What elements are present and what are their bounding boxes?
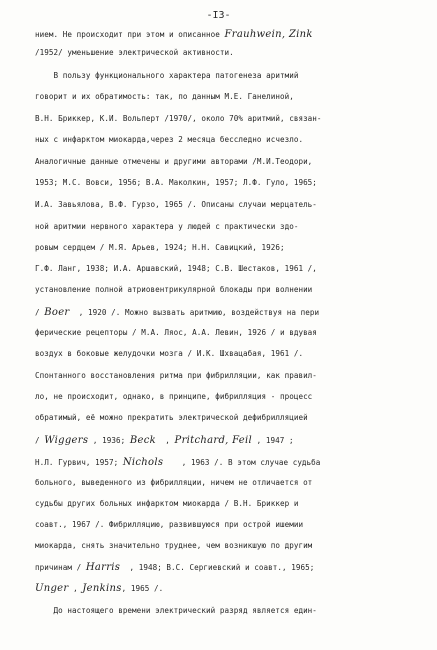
typed-text: обратимый, её можно прекратить электрической дефибрилляцией xyxy=(35,413,308,422)
handwritten-name: Harris xyxy=(85,562,121,573)
typed-text: Спонтанного восстановления ритма при фибрилляции, как правил- xyxy=(35,371,317,380)
typed-text: , 1920 /. Можно вызвать аритмию, воздействуя на пери xyxy=(69,308,320,317)
text-line xyxy=(35,413,308,422)
typed-text: ферические рецепторы / М.А. Ляос, А.А. Левин, 1926 / и вдувая xyxy=(35,328,317,337)
typed-text: Г.Ф. Ланг, 1938; И.А. Аршавский, 1948; С.В. Шестаков, 1961 /, xyxy=(35,264,317,273)
text-line xyxy=(35,264,317,273)
text-line xyxy=(35,520,303,529)
text-line xyxy=(35,92,294,101)
text-line xyxy=(35,435,294,446)
text-line xyxy=(35,135,303,144)
handwritten-name: Frauhwein, Zink xyxy=(224,29,313,40)
typed-text: До настоящего времени электрический разряд является един- xyxy=(35,606,317,615)
page-number: -I3- xyxy=(206,10,231,21)
typed-text: больного, выведенного из фибрилляции, ничем не отличается от xyxy=(35,478,313,487)
handwritten-name: Nichols xyxy=(122,457,164,468)
text-line xyxy=(35,285,312,294)
text-line xyxy=(35,222,298,231)
typed-text: В.Н. Бриккер, К.И. Вольперт /1970/, около 70% аритмий, связан- xyxy=(35,114,322,123)
text-line xyxy=(35,606,317,615)
typed-text: установление полной атриовентрикулярной блокады при волнении xyxy=(35,285,313,294)
typed-text: миокарда, снять значительно труднее, чем возникшую по другим xyxy=(35,541,313,550)
text-line xyxy=(35,328,317,337)
text-line xyxy=(35,178,317,187)
handwritten-name: Beck xyxy=(129,435,157,446)
handwritten-name: Jenkins xyxy=(82,583,122,594)
text-line xyxy=(35,499,298,508)
text-line xyxy=(35,200,317,209)
typed-text: Аналогичные данные отмечены и другими авторами /М.И.Теодори, xyxy=(35,157,313,166)
typed-text: /1952/ уменьшение электрической активности. xyxy=(35,48,234,57)
typed-text: , 1936; xyxy=(88,436,130,445)
handwritten-name: Wiggers xyxy=(44,435,89,446)
typed-text: , 1947 ; xyxy=(252,436,294,445)
typed-text: ных с инфарктом миокарда,через 2 месяца бесследно исчезло. xyxy=(35,135,304,144)
typed-text: / xyxy=(35,436,45,445)
text-line xyxy=(35,29,313,40)
text-line xyxy=(35,349,303,358)
handwritten-name: Boer xyxy=(44,307,70,318)
typed-text: , 1965 /. xyxy=(121,584,164,593)
typed-text: Н.Л. Гурвич, 1957; xyxy=(35,458,123,467)
text-line xyxy=(35,457,320,468)
typed-text: ной аритмии нервного характера у людей с практически здо- xyxy=(35,222,299,231)
text-line xyxy=(35,392,312,401)
text-line xyxy=(35,583,163,594)
text-line xyxy=(35,243,285,252)
typed-text: , xyxy=(68,584,83,593)
typed-text: соавт., 1967 /. Фибрилляцию, развившуюся при острой ишемии xyxy=(35,520,304,529)
typed-text: , 1948; В.С. Сергиевский и соавт., 1965; xyxy=(120,563,315,572)
typed-text: В пользу функционального характера патогенеза аритмий xyxy=(35,71,299,80)
typed-text: причинам / xyxy=(35,563,86,572)
typed-text: , xyxy=(156,436,175,445)
handwritten-name: Pritchard, Feil xyxy=(174,435,253,446)
typed-text: / xyxy=(35,308,45,317)
text-line xyxy=(35,307,319,318)
typed-text: говорит и их обратимость: так, по данным М.Е. Ганелиной, xyxy=(35,92,294,101)
text-line xyxy=(35,157,312,166)
text-line xyxy=(35,48,234,57)
typed-text: ло, не происходит, однако, в принципе, фибрилляция - процесс xyxy=(35,392,313,401)
text-line xyxy=(35,114,322,123)
text-line xyxy=(35,371,317,380)
text-line xyxy=(35,71,298,80)
text-line xyxy=(35,541,312,550)
handwritten-name: Unger xyxy=(35,583,69,594)
typed-text: судьбы других больных инфарктом миокарда / В.Н. Бриккер и xyxy=(35,499,299,508)
typed-text: 1953; М.С. Вовси, 1956; В.А. Маколкин, 1957; Л.Ф. Гуло, 1965; xyxy=(35,178,317,187)
typed-text: ровым сердцем / М.Я. Арьев, 1924; Н.Н. Савицкий, 1926; xyxy=(35,243,285,252)
text-line xyxy=(35,478,312,487)
typed-text: нием. Не происходит при этом и описанное xyxy=(35,30,225,39)
typed-text: , 1963 /. В этом случае судьба xyxy=(163,458,321,467)
text-line xyxy=(35,562,314,573)
typed-text: воздух в боковые желудочки мозга / И.К. Шхвацабая, 1961 /. xyxy=(35,349,304,358)
typed-text: И.А. Завьялова, В.Ф. Гурзо, 1965 /. Описаны случаи мерцатель- xyxy=(35,200,317,209)
